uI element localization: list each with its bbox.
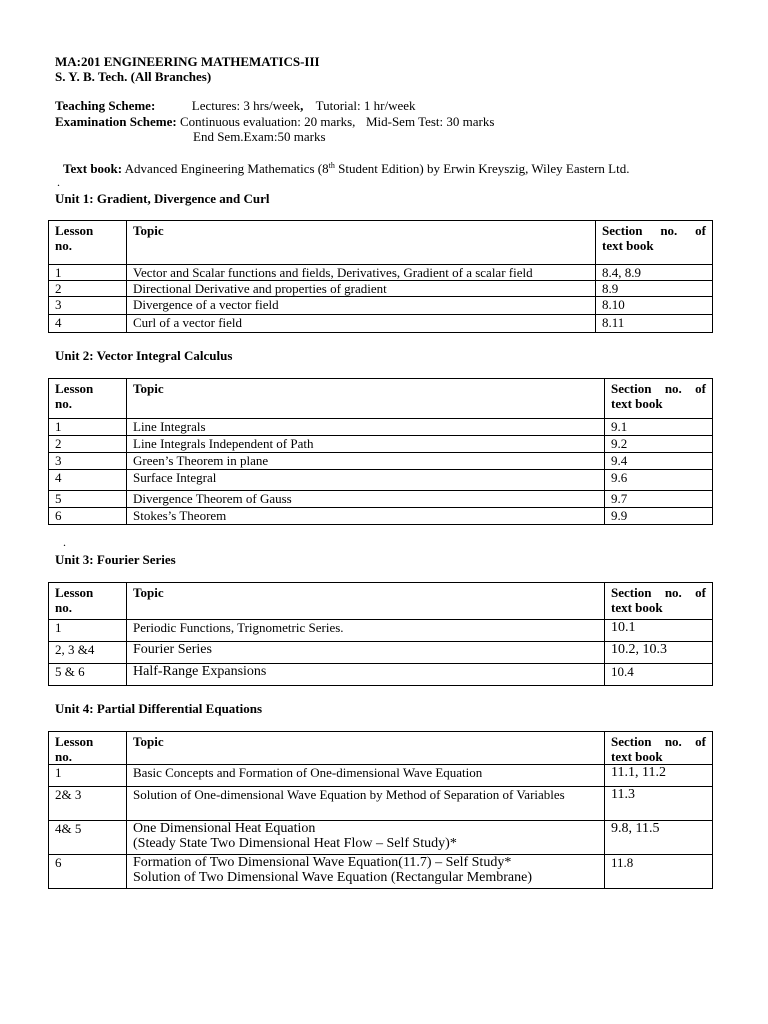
section-cell: 10.1 — [605, 620, 713, 642]
table-row — [49, 297, 713, 315]
table-row — [49, 642, 713, 664]
lesson-cell: 4 — [49, 315, 127, 333]
table-row — [49, 787, 713, 821]
section-header: Section no. of text book — [605, 583, 713, 620]
table-row — [49, 315, 713, 333]
unit-3-table — [48, 582, 713, 686]
course-title: MA:201 ENGINEERING MATHEMATICS-III — [55, 54, 320, 69]
stray-dot: . — [63, 535, 66, 549]
section-cell: 9.9 — [605, 508, 713, 525]
midsem-text: Mid-Sem Test: 30 marks — [365, 114, 495, 129]
lesson-cell: 4 — [49, 470, 127, 491]
unit-1-table — [48, 220, 713, 333]
lesson-header: Lesson no. — [49, 221, 127, 265]
lesson-cell: 1 — [49, 620, 127, 642]
topic-header: Topic — [127, 221, 596, 265]
table-row — [49, 281, 713, 297]
lesson-cell: 2 — [49, 436, 127, 453]
lesson-cell: 1 — [49, 265, 127, 281]
topic-cell: Green’s Theorem in plane — [127, 453, 605, 470]
topic-line: Formation of Two Dimensional Wave Equation(11.7) – Self Study* — [133, 855, 512, 870]
topic-cell: Fourier Series — [127, 642, 605, 664]
topic-cell: Stokes’s Theorem — [127, 508, 605, 525]
topic-cell: Divergence of a vector field — [127, 297, 596, 315]
table-row — [49, 508, 713, 525]
exam-scheme-label: Examination Scheme: — [55, 114, 177, 129]
section-cell: 9.1 — [605, 419, 713, 436]
textbook-label: Text book: — [63, 161, 123, 176]
section-cell: 9.2 — [605, 436, 713, 453]
section-cell: 8.10 — [596, 297, 713, 315]
table-row — [49, 855, 713, 889]
lesson-cell: 5 & 6 — [49, 664, 127, 686]
unit-4-table — [48, 731, 713, 889]
unit-3-title: Unit 3: Fourier Series — [55, 552, 176, 567]
section-cell: 11.8 — [605, 855, 713, 889]
topic-cell: Solution of One-dimensional Wave Equation by Method of Separation of Variables — [127, 787, 605, 821]
topic-cell: Half-Range Expansions — [127, 664, 605, 686]
topic-cell — [127, 855, 605, 889]
tutorial-text: Tutorial: 1 hr/week — [315, 98, 416, 113]
topic-header: Topic — [127, 379, 605, 419]
table-row — [49, 765, 713, 787]
textbook-after: Student Edition) by Erwin Kreyszig, Wiley Eastern Ltd. — [334, 161, 630, 176]
lesson-cell: 6 — [49, 508, 127, 525]
topic-cell: Periodic Functions, Trignometric Series. — [127, 620, 605, 642]
unit-2-table — [48, 378, 713, 525]
topic-cell: Line Integrals Independent of Path — [127, 436, 605, 453]
topic-cell: Directional Derivative and properties of gradient — [127, 281, 596, 297]
section-cell: 9.6 — [605, 470, 713, 491]
topic-header: Topic — [127, 583, 605, 620]
section-cell: 10.4 — [605, 664, 713, 686]
unit-2-title: Unit 2: Vector Integral Calculus — [55, 348, 233, 363]
unit-1-title: Unit 1: Gradient, Divergence and Curl — [55, 191, 270, 206]
section-cell: 9.7 — [605, 491, 713, 508]
topic-line: Solution of Two Dimensional Wave Equation (Rectangular Membrane) — [133, 870, 533, 885]
topic-cell: Basic Concepts and Formation of One-dimensional Wave Equation — [127, 765, 605, 787]
topic-cell: Surface Integral — [127, 470, 605, 491]
table-row — [49, 620, 713, 642]
endsem-text: End Sem.Exam:50 marks — [193, 129, 326, 144]
lesson-cell: 3 — [49, 297, 127, 315]
lesson-header: Lesson no. — [49, 583, 127, 620]
lesson-cell: 5 — [49, 491, 127, 508]
table-row — [49, 419, 713, 436]
lesson-cell: 2, 3 &4 — [49, 642, 127, 664]
textbook-line — [63, 161, 629, 176]
lesson-cell: 1 — [49, 419, 127, 436]
table-row — [49, 265, 713, 281]
section-cell: 8.4, 8.9 — [596, 265, 713, 281]
topic-header: Topic — [127, 732, 605, 765]
section-cell: 9.4 — [605, 453, 713, 470]
section-cell: 11.1, 11.2 — [605, 765, 713, 787]
table-header-row — [49, 379, 713, 419]
lectures-text: Lectures: 3 hrs/week — [191, 98, 301, 113]
topic-line: (Steady State Two Dimensional Heat Flow – Self Study)* — [133, 836, 457, 851]
exam-scheme — [55, 114, 494, 129]
table-row — [49, 436, 713, 453]
section-header: Section no. of text book — [596, 221, 713, 265]
lesson-cell: 4& 5 — [49, 821, 127, 855]
section-header: Section no. of text book — [605, 732, 713, 765]
lesson-cell: 2 — [49, 281, 127, 297]
table-row — [49, 821, 713, 855]
stray-dot: . — [57, 175, 60, 189]
section-cell: 10.2, 10.3 — [605, 642, 713, 664]
table-row — [49, 453, 713, 470]
topic-cell: Curl of a vector field — [127, 315, 596, 333]
topic-cell: Line Integrals — [127, 419, 605, 436]
lesson-cell: 3 — [49, 453, 127, 470]
section-header: Section no. of text book — [605, 379, 713, 419]
teaching-scheme: Teaching Scheme: Lectures: 3 hrs/week, Tutorial: 1 hr/week — [55, 98, 416, 113]
topic-cell: Vector and Scalar functions and fields, Derivatives, Gradient of a scalar field — [127, 265, 596, 281]
section-cell: 11.3 — [605, 787, 713, 821]
textbook-before: Advanced Engineering Mathematics (8 — [124, 161, 329, 176]
topic-line: One Dimensional Heat Equation — [133, 821, 316, 836]
topic-cell — [127, 821, 605, 855]
section-cell: 8.11 — [596, 315, 713, 333]
continuous-eval-text: Continuous evaluation: 20 marks, — [179, 114, 356, 129]
teaching-scheme-label: Teaching Scheme: — [55, 98, 156, 113]
topic-cell: Divergence Theorem of Gauss — [127, 491, 605, 508]
table-header-row — [49, 732, 713, 765]
table-row — [49, 491, 713, 508]
table-header-row — [49, 221, 713, 265]
lesson-cell: 2& 3 — [49, 787, 127, 821]
program-title: S. Y. B. Tech. (All Branches) — [55, 69, 212, 84]
table-row — [49, 664, 713, 686]
table-row — [49, 470, 713, 491]
lesson-cell: 6 — [49, 855, 127, 889]
section-cell: 8.9 — [596, 281, 713, 297]
lesson-header: Lesson no. — [49, 732, 127, 765]
unit-4-title: Unit 4: Partial Differential Equations — [55, 701, 263, 716]
section-cell: 9.8, 11.5 — [605, 821, 713, 855]
textbook-sup: th — [328, 161, 335, 170]
lesson-cell: 1 — [49, 765, 127, 787]
lesson-header: Lesson no. — [49, 379, 127, 419]
table-header-row — [49, 583, 713, 620]
